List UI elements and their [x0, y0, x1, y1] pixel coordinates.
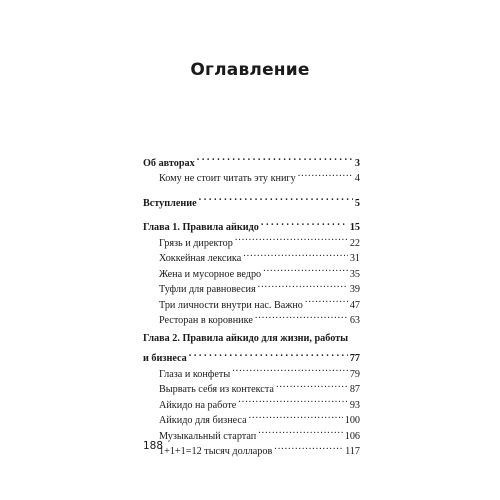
- dot-leader: [197, 150, 353, 166]
- dot-leader: [238, 392, 348, 408]
- toc-entry-page: 47: [349, 299, 360, 311]
- toc-entry-label: Ресторан в коровнике: [159, 315, 253, 326]
- table-of-contents: [143, 150, 360, 457]
- toc-entry-intro: [143, 190, 360, 209]
- dot-leader: [261, 215, 348, 231]
- toc-entry-label: Три личности внутри нас. Важно: [159, 299, 303, 311]
- toc-entry-label: Кому не стоит читать эту книгу: [159, 173, 296, 184]
- toc-entry-label-line2: и бизнеса: [143, 353, 187, 364]
- toc-entry-label: Вырвать себя из контекста: [159, 384, 274, 395]
- toc-entry-page: 15: [349, 222, 360, 233]
- toc-entry-page: 35: [349, 268, 360, 280]
- toc-entry-label: 1+1+1=12 тысяч долларов: [159, 446, 273, 457]
- dot-leader: [235, 230, 348, 246]
- toc-entry-page: 39: [349, 284, 360, 295]
- toc-entry-page: 106: [344, 430, 360, 442]
- dot-leader: [276, 377, 348, 393]
- dot-leader: [189, 346, 348, 362]
- toc-entry-page: 77: [349, 353, 360, 364]
- toc-entry-label: Музыкальный стартап: [159, 430, 257, 442]
- dot-leader: [258, 277, 348, 293]
- toc-chapter-2: [143, 332, 360, 364]
- toc-entry-page: 4: [354, 173, 360, 184]
- toc-entry-about-authors: [143, 150, 360, 169]
- toc-entry-label: Глаза и конфеты: [159, 368, 231, 380]
- dot-leader: [255, 308, 348, 324]
- toc-entry-page: 22: [349, 237, 360, 249]
- toc-entry-label: Глава 1. Правила айкидо: [143, 222, 259, 233]
- dot-leader: [263, 261, 348, 277]
- toc-entry-page: 93: [349, 399, 360, 411]
- toc-entry-label: Хоккейная лексика: [159, 253, 242, 264]
- toc-entry-label: Айкидо для бизнеса: [159, 415, 247, 426]
- toc-entry-page: 117: [345, 446, 360, 457]
- toc-entry-label: Туфли для равновесия: [159, 284, 256, 295]
- dot-leader: [298, 166, 353, 182]
- dot-leader: [199, 190, 353, 206]
- toc-entry-page: 63: [349, 315, 360, 326]
- toc-chapter-1: [143, 215, 360, 231]
- dot-leader: [258, 423, 343, 439]
- dot-leader: [249, 408, 343, 424]
- toc-entry-page: 3: [354, 157, 360, 169]
- page-title: Оглавление: [190, 60, 310, 80]
- toc-entry-page: 87: [349, 384, 360, 395]
- toc-chapter-2-line2: [143, 346, 360, 362]
- dot-leader: [243, 246, 348, 262]
- toc-entry-page: 31: [349, 253, 360, 264]
- dot-leader: [274, 439, 343, 455]
- toc-entry-label: Об авторах: [143, 157, 195, 169]
- dot-leader: [232, 361, 348, 377]
- toc-entry-label: Жена и мусорное ведро: [159, 268, 262, 280]
- toc-entry-label: Грязь и директор: [159, 237, 233, 249]
- toc-entry-label: Вступление: [143, 197, 197, 209]
- dot-leader: [305, 292, 348, 308]
- toc-entry-label-line1: Глава 2. Правила айкидо для жизни, работы: [143, 333, 349, 344]
- toc-entry-page: 79: [349, 368, 360, 380]
- toc-entry-page: 5: [354, 197, 360, 209]
- toc-entry-label: Айкидо на работе: [159, 399, 237, 411]
- page-number: 188: [143, 440, 164, 452]
- toc-entry-page: 100: [344, 415, 360, 426]
